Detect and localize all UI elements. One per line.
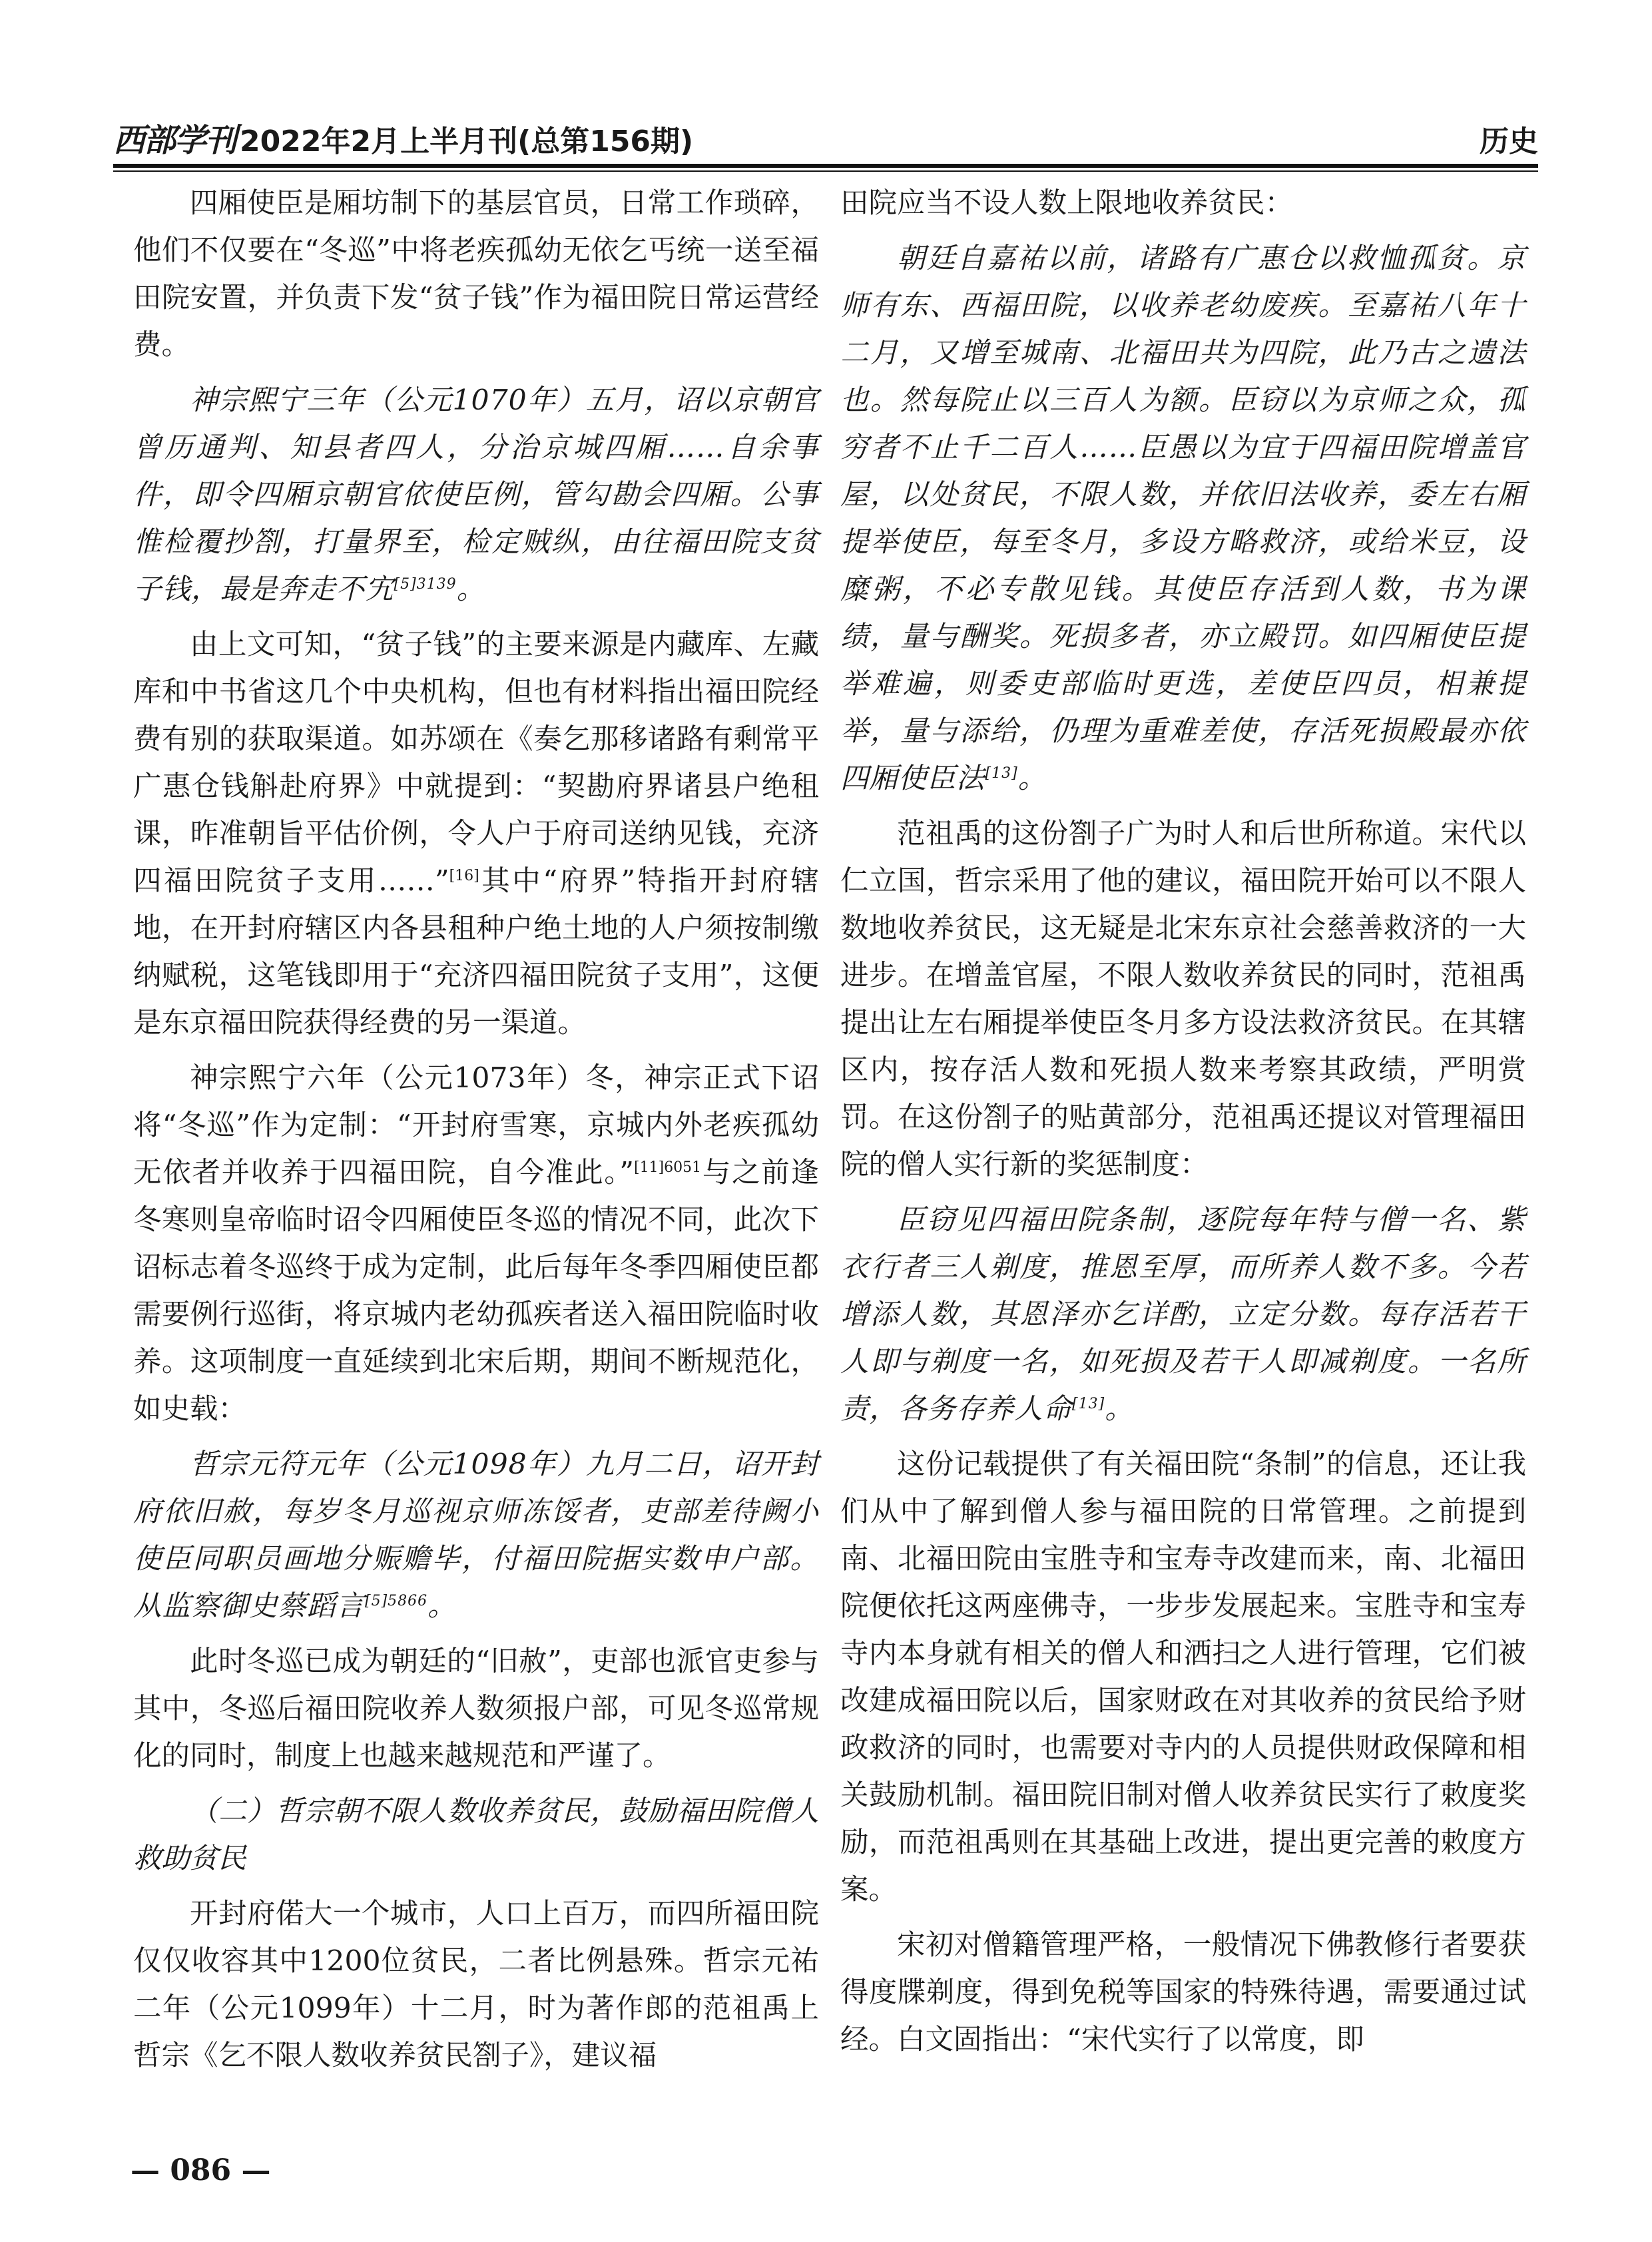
section-name: 历史	[1480, 125, 1538, 158]
paragraph-tail: 与之前逢冬寒则皇帝临时诏令四厢使臣冬巡的情况不同，此次下诏标志着冬巡终于成为定制，此后每年冬季四厢使臣都需要例行巡街，将京城内老幼孤疾者送入福田院临时收养。这项制度一直延续到北宋后期，期间不断规范化，如史载：	[133, 1157, 819, 1426]
paragraph-text: 这份记载提供了有关福田院“条制”的信息，还让我们从中了解到僧人参与福田院的日常管理。之前提到南、北福田院由宝胜寺和宝寿寺改建而来，南、北福田院便依托这两座佛寺，一步步发展起来。宝胜寺和宝寿寺内本身就有相关的僧人和洒扫之人进行管理，它们被改建成福田院以后，国家财政在对其收养的贫民给予财政救济的同时，也需要对寺内的人员提供财政保障和相关鼓励机制。福田院旧制对僧人收养贫民实行了敕度奖励，而范祖禹则在其基础上改进，提出更完善的敕度方案。	[840, 1448, 1526, 1906]
paragraph	[133, 1055, 819, 1433]
paragraph-text: 哲宗元符元年（公元1098年）九月二日，诏开封府依旧赦，每岁冬月巡视京师冻馁者，吏部差待阙小使臣同职员画地分赈赡毕，付福田院据实数申户部。从监察御史蔡蹈言	[133, 1448, 819, 1623]
subsection-heading	[133, 1788, 819, 1882]
paragraph-text: 此时冬巡已成为朝廷的“旧赦”，吏部也派官吏参与其中，冬巡后福田院收养人数须报户部，可见冬巡常规化的同时，制度上也越来越规范和严谨了。	[133, 1645, 819, 1773]
right-column	[840, 180, 1526, 2064]
paragraph-text: 由上文可知，“贫子钱”的主要来源是内藏库、左藏库和中书省这几个中央机构，但也有材料指出福田院经费有别的获取渠道。如苏颂在《奏乞那移诸路有剩常平广惠仓钱斛赴府界》中就提到：“契勘府界诸县户绝租课，昨准朝旨平估价例，令人户于府司送纳见钱，充济四福田院贫子支用……”	[133, 629, 819, 898]
paragraph	[840, 810, 1526, 1189]
journal-logo: 西部学刊	[113, 122, 236, 159]
paragraph-text: 神宗熙宁三年（公元1070年）五月，诏以京朝官曾历通判、知县者四人，分治京城四厢……自余事件，即令四厢京朝官依使臣例，管勾勘会四厢。公事惟检覆抄劄，打量界至，检定贼纵，由往福田院支贫子钱，最是奔走不宄	[133, 384, 819, 606]
citation-marker: [16]	[449, 867, 479, 884]
issue-info: 2022年2月上半月刊(总第156期)	[240, 125, 694, 158]
citation-marker: [5]3139	[394, 575, 457, 593]
paragraph-tail: 其中“府界”特指开封府辖地，在开封府辖区内各县租种户绝土地的人户须按制缴纳赋税，这笔钱即用于“充济四福田院贫子支用”，这便是东京福田院获得经费的另一渠道。	[133, 865, 819, 1039]
paragraph	[840, 180, 1526, 227]
header-rule-thick	[113, 164, 1538, 168]
citation-marker: [5]5866	[365, 1592, 428, 1609]
citation-marker: [13]	[985, 764, 1018, 782]
paragraph-text: 四厢使臣是厢坊制下的基层官员，日常工作琐碎，他们不仅要在“冬巡”中将老疾孤幼无依乞丐统一送至福田院安置，并负责下发“贫子钱”作为福田院日常运营经费。	[133, 187, 819, 362]
block-quote: 神宗熙宁三年（公元1070年）五月，诏以京朝官曾历通判、知县者四人，分治京城四厢……自余事件，即令四厢京朝官依使臣例，管勾勘会四厢。公事惟检覆抄劄，打量界至，检定贼纵，由往福田院支贫子钱，最是奔走不宄$^{[5]3139}$。	[133, 384, 819, 606]
paragraph	[133, 1890, 819, 2080]
paragraph-text: 朝廷自嘉祐以前，诸路有广惠仓以救恤孤贫。京师有东、西福田院，以收养老幼废疾。至嘉祐八年十二月，又增至城南、北福田共为四院，此乃古之遗法也。然每院止以三百人为额。臣窃以为京师之众，孤穷者不止千二百人……臣愚以为宜于四福田院增盖官屋，以处贫民，不限人数，并依旧法收养，委左右厢提举使臣，每至冬月，多设方略救济，或给米豆，设糜粥，不必专散见钱。其使臣存活到人数，书为课绩，量与酬奖。死损多者，亦立殿罚。如四厢使臣提举难遍，则委吏部临时更选，差使臣四员，相兼提举，量与添给，仍理为重难差使，存活死损殿最亦依四厢使臣法	[840, 242, 1526, 795]
paragraph-text: 范祖禹的这份劄子广为时人和后世所称道。宋代以仁立国，哲宗采用了他的建议，福田院开始可以不限人数地收养贫民，这无疑是北宋东京社会慈善救济的一大进步。在增盖官屋，不限人数收养贫民的同时，范祖禹提出让左右厢提举使臣冬月多方设法救济贫民。在其辖区内，按存活人数和死损人数来考察其政绩，严明赏罚。在这份劄子的贴黄部分，范祖禹还提议对管理福田院的僧人实行新的奖惩制度：	[840, 818, 1526, 1181]
paragraph-text: 宋初对僧籍管理严格，一般情况下佛教修行者要获得度牒剃度，得到免税等国家的特殊待遇，需要通过试经。白文固指出：“宋代实行了以常度，即	[840, 1929, 1526, 2056]
paragraph-text: （二）哲宗朝不限人数收养贫民，鼓励福田院僧人救助贫民	[133, 1795, 819, 1875]
paragraph-text: 臣窃见四福田院条制，逐院每年特与僧一名、紫衣行者三人剃度，推恩至厚，而所养人数不多。今若增添人数，其恩泽亦乞详酌，立定分数。每存活若干人即与剃度一名，如死损及若干人即减剃度。一名所责，各务存养人命	[840, 1204, 1526, 1426]
paragraph	[133, 180, 819, 369]
paragraph	[840, 1922, 1526, 2064]
page-header	[113, 117, 1538, 159]
header-rule-thin	[113, 170, 1538, 172]
left-column	[133, 180, 819, 2080]
paragraph	[840, 1441, 1526, 1914]
block-quote: 哲宗元符元年（公元1098年）九月二日，诏开封府依旧赦，每岁冬月巡视京师冻馁者，吏部差待阙小使臣同职员画地分赈赡毕，付福田院据实数申户部。从监察御史蔡蹈言$^{[5]5866}$。	[133, 1448, 819, 1623]
block-quote: 臣窃见四福田院条制，逐院每年特与僧一名、紫衣行者三人剃度，推恩至厚，而所养人数不多。今若增添人数，其恩泽亦乞详酌，立定分数。每存活若干人即与剃度一名，如死损及若干人即减剃度。一名所责，各务存养人命[13]。	[840, 1204, 1526, 1426]
citation-marker: [13]	[1072, 1395, 1105, 1412]
page-number: — 086 —	[131, 2153, 271, 2187]
citation-marker: [11]6051	[634, 1159, 702, 1176]
paragraph-text: 田院应当不设人数上限地收养贫民：	[840, 187, 1294, 220]
paragraph-text: 开封府偌大一个城市，人口上百万，而四所福田院仅仅收容其中1200位贫民，二者比例悬殊。哲宗元祐二年（公元1099年）十二月，时为著作郎的范祖禹上哲宗《乞不限人数收养贫民劄子》，建议福	[133, 1898, 819, 2072]
paragraph	[133, 621, 819, 1047]
block-quote: 朝廷自嘉祐以前，诸路有广惠仓以救恤孤贫。京师有东、西福田院，以收养老幼废疾。至嘉祐八年十二月，又增至城南、北福田共为四院，此乃古之遗法也。然每院止以三百人为额。臣窃以为京师之众，孤穷者不止千二百人……臣愚以为宜于四福田院增盖官屋，以处贫民，不限人数，并依旧法收养，委左右厢提举使臣，每至冬月，多设方略救济，或给米豆，设糜粥，不必专散见钱。其使臣存活到人数，书为课绩，量与酬奖。死损多者，亦立殿罚。如四厢使臣提举难遍，则委吏部临时更选，差使臣四员，相兼提举，量与添给，仍理为重难差使，存活死损殿最亦依四厢使臣法[13]。	[840, 242, 1526, 795]
paragraph	[133, 1638, 819, 1780]
header-left	[113, 122, 694, 159]
paragraph-text: 神宗熙宁六年（公元1073年）冬，神宗正式下诏将“冬巡”作为定制：“开封府雪寒，京城内外老疾孤幼无依者并收养于四福田院，自今准此。”	[133, 1062, 819, 1189]
